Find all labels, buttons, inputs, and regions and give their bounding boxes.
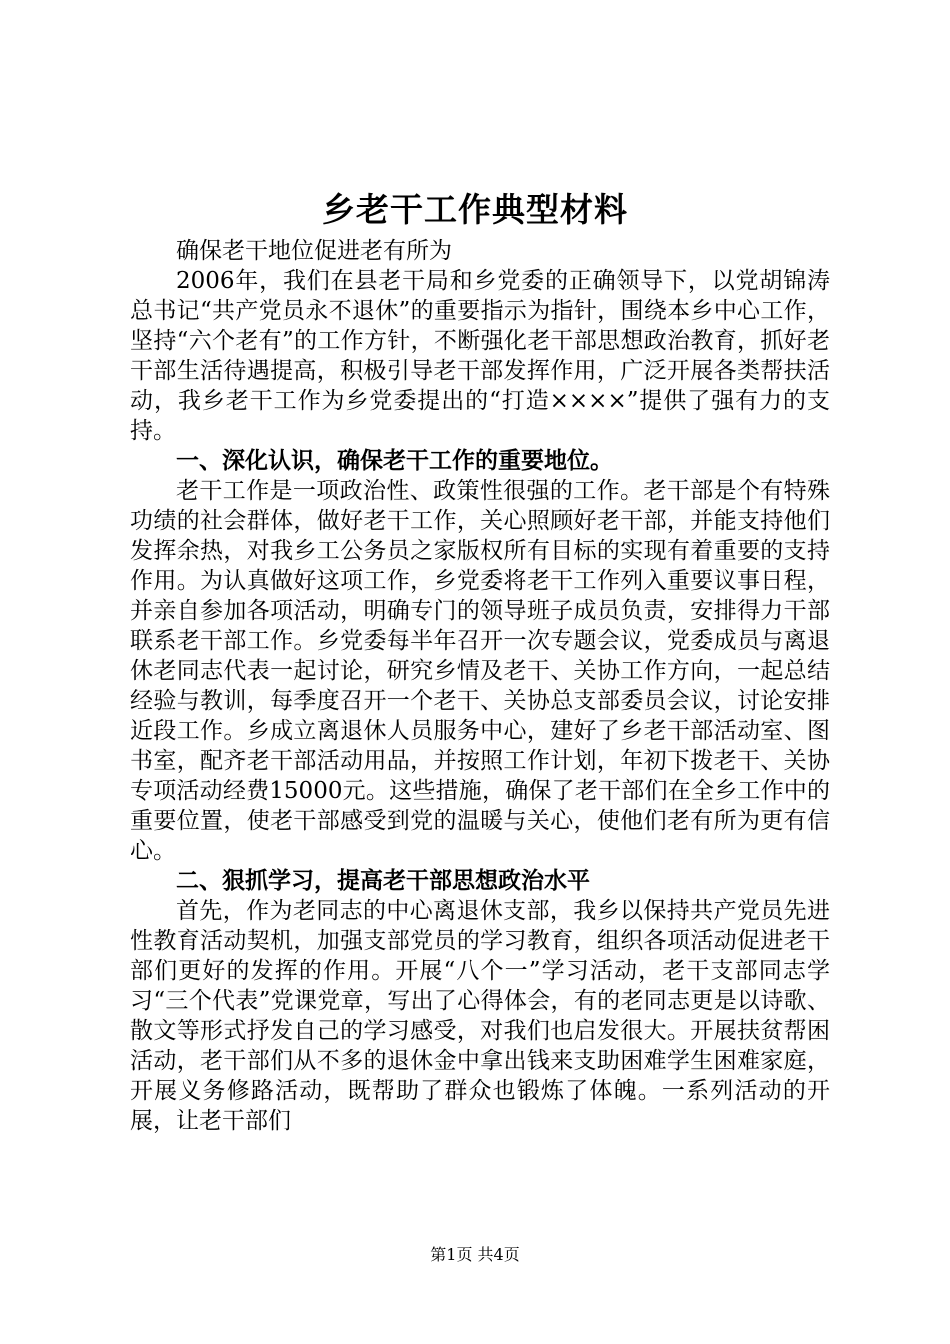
document-title: 乡老干工作典型材料: [322, 190, 628, 229]
page-footer: 第1页 共4页: [430, 1245, 520, 1264]
section-2-paragraph: 首先，作为老同志的中心离退休支部，我乡以保持共产党员先进性教育活动契机，加强支部党员的学习教育，组织各项活动促进老干部们更好的发挥的作用。开展“八个一”学习活动，老干支部同志学习“三个代表”党课党章，写出了心得体会，有的老同志更是以诗歌、散文等形式抒发自己的学习感受，对我们也启发很大。开展扶贫帮困活动，老干部们从不多的退休金中拿出钱来支助困难学生困难家庭，开展义务修路活动，既帮助了群众也锻炼了体魄。一系列活动的开展，让老干部们: [130, 898, 830, 1134]
document-subtitle: 确保老干地位促进老有所为: [176, 238, 452, 264]
intro-paragraph: 2006年，我们在县老干局和乡党委的正确领导下，以党胡锦涛总书记“共产党员永不退休”的重要指示为指针，围绕本乡中心工作，坚持“六个老有”的工作方针，不断强化老干部思想政治教育，抓好老干部生活待遇提高，积极引导老干部发挥作用，广泛开展各类帮扶活动，我乡老干工作为乡党委提出的“打造××××”提供了强有力的支持。: [130, 268, 830, 444]
section-heading-1: 一、深化认识，确保老干工作的重要地位。: [176, 447, 613, 474]
section-1-paragraph: 老干工作是一项政治性、政策性很强的工作。老干部是个有特殊功绩的社会群体，做好老干工作，关心照顾好老干部，并能支持他们发挥余热，对我乡工公务员之家版权所有目标的实现有着重要的支持作用。为认真做好这项工作，乡党委将老干工作列入重要议事日程，并亲自参加各项活动，明确专门的领导班子成员负责，安排得力干部联系老干部工作。乡党委每半年召开一次专题会议，党委成员与离退休老同志代表一起讨论，研究乡情及老干、关协工作方向，一起总结经验与教训，每季度召开一个老干、关协总支部委员会议，讨论安排近段工作。乡成立离退休人员服务中心，建好了乡老干部活动室、图书室，配齐老干部活动用品，并按照工作计划，年初下拨老干、关协专项活动经费15000元。这些措施，确保了老干部们在全乡工作中的重要位置，使老干部感受到党的温暖与关心，使他们老有所为更有信心。: [130, 478, 830, 864]
section-heading-2: 二、狠抓学习，提高老干部思想政治水平: [176, 867, 590, 894]
document-body: [130, 236, 830, 1136]
